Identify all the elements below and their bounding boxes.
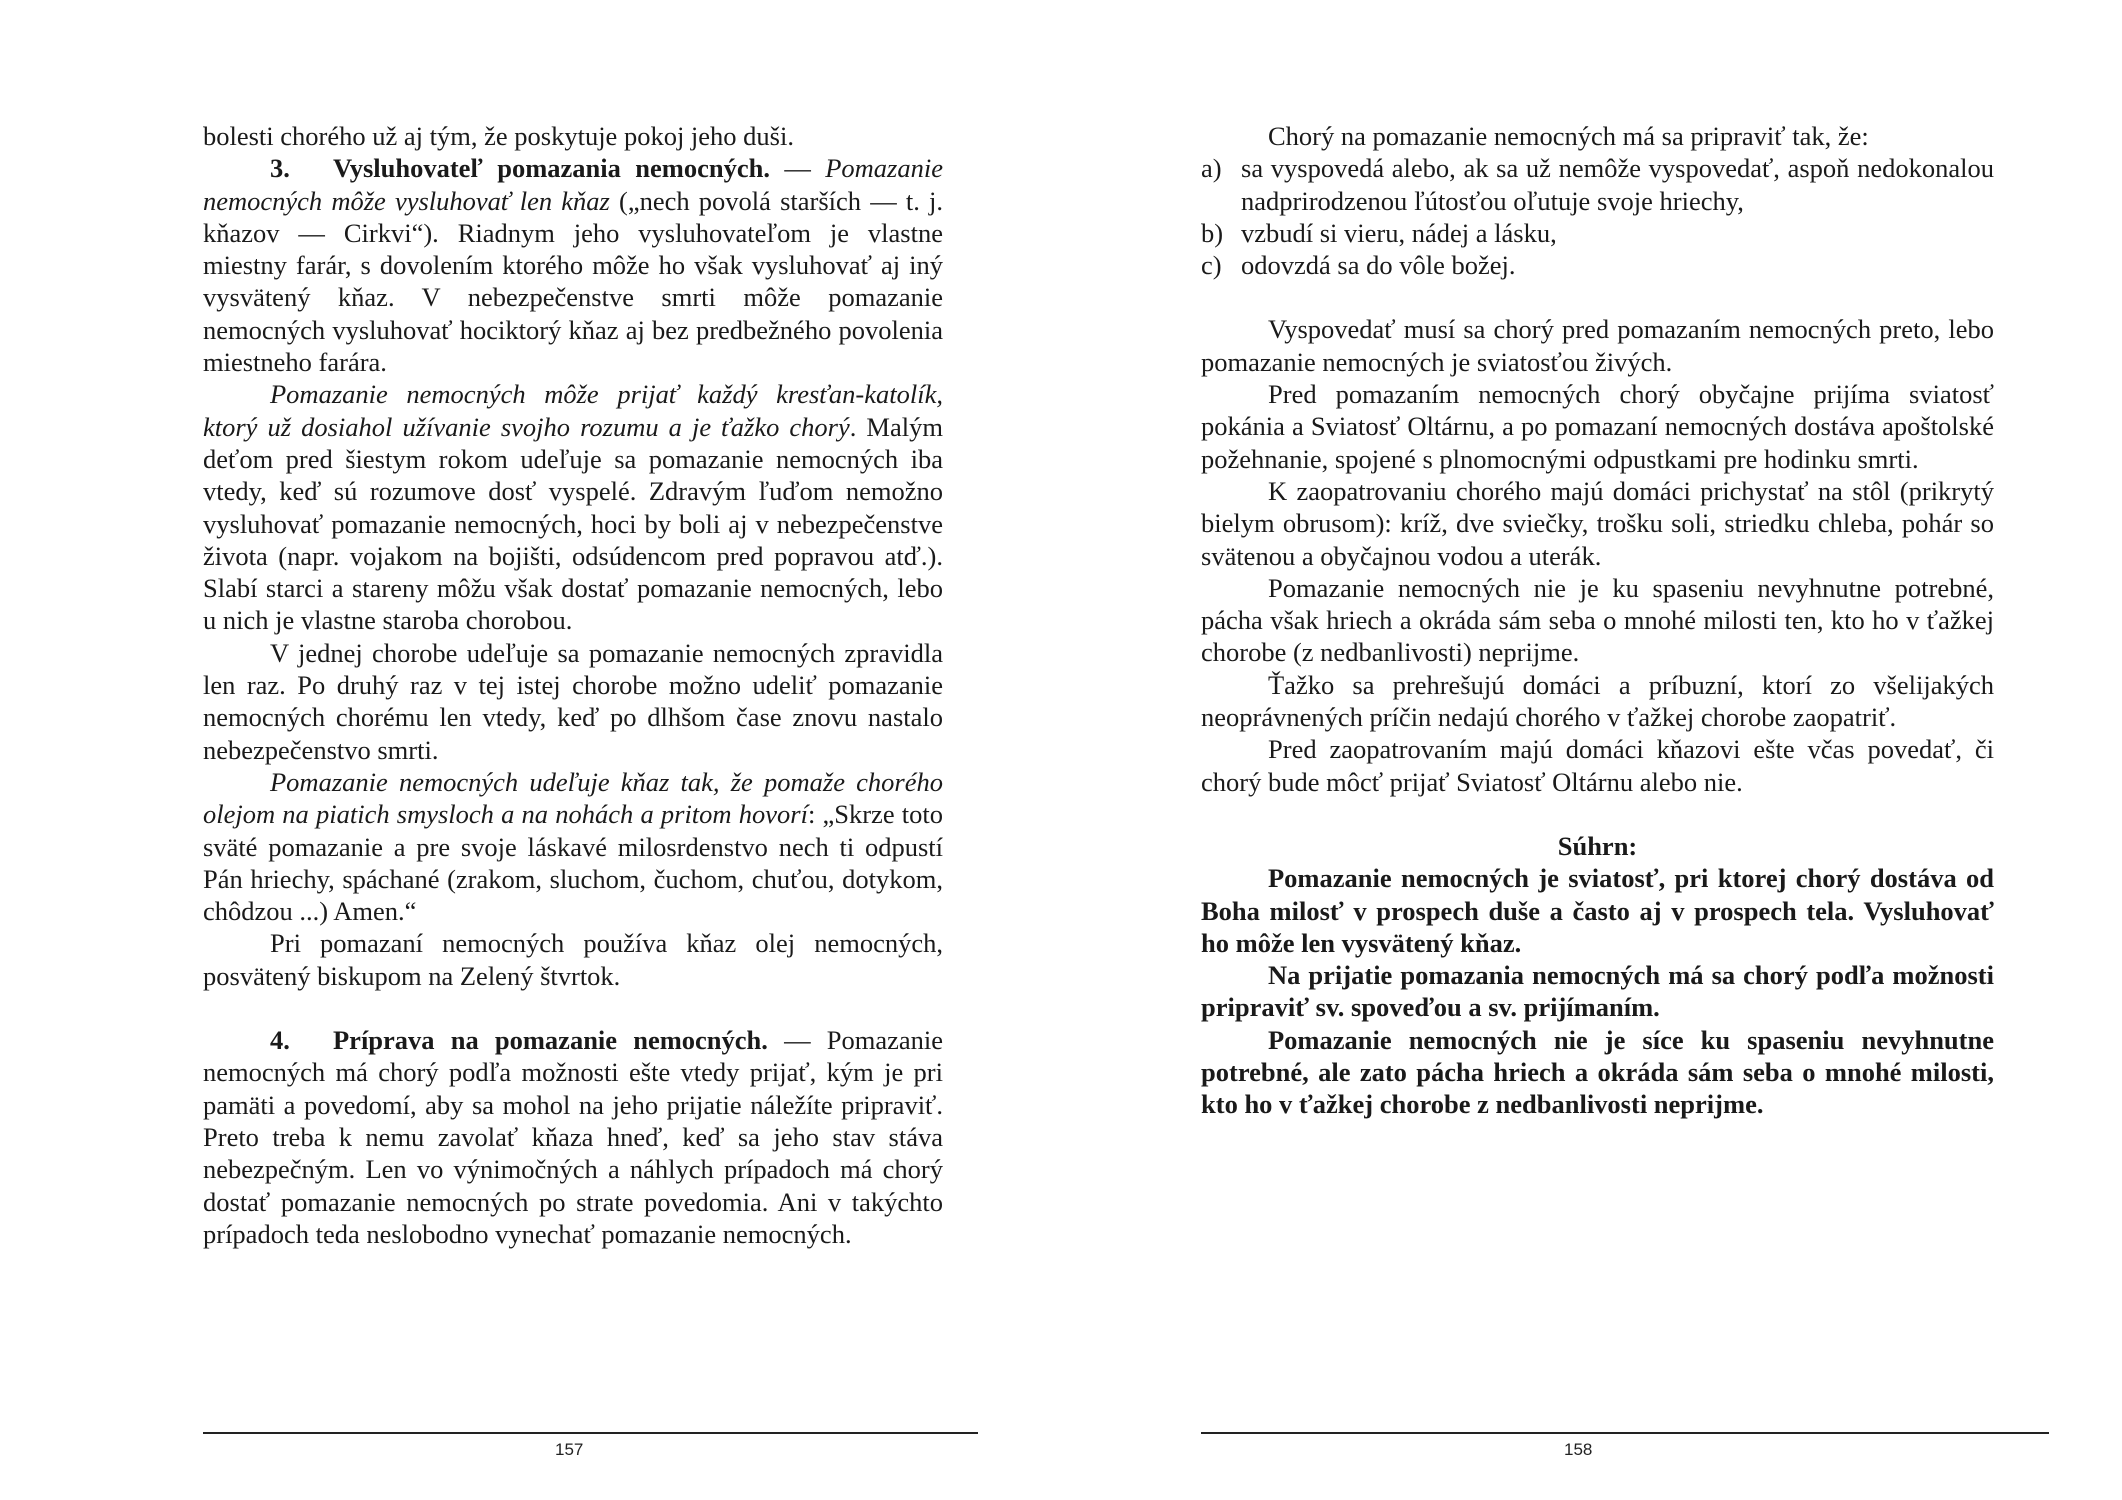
- paragraph-necessity: Pomazanie nemocných nie je ku spaseniu nevyhnutne potrebné, pácha však hriech a okráda sám seba o mnohé milosti ten, kto ho v ťažkej chorobe (z nedbanlivosti) neprijme.: [1201, 572, 1994, 668]
- section-4-title: Príprava na pomazanie nemocných.: [333, 1025, 768, 1056]
- paragraph-relatives: Ťažko sa prehrešujú domáci a príbuzní, ktorí zo všelijakých neoprávnených príčin nedajú chorého v ťažkej chorobe zaopatriť.: [1201, 669, 1994, 733]
- paragraph-recipient-text: . Malým deťom pred šiestym rokom udeľuje sa pomazanie nemocných iba vtedy, keď sú rozumove dosť vyspelé. Zdravým ľuďom nemožno vysluhovať pomazanie nemocných, hoci by boli aj v nebezpečenstve života (napr. vojakom na bojišti, odsúdencom pred popravou atď.). Slabí starci a stareny môžu však dostať pomazanie nemocných, lebo u nich je vlastne staroba chorobou.: [203, 411, 943, 636]
- paragraph-gap: [1201, 798, 1994, 830]
- section-3-italic: Pomazanie nemocných môže vysluhovať len kňaz: [203, 153, 943, 216]
- preparation-list: [1201, 152, 1994, 281]
- section-3-dash: —: [769, 153, 826, 184]
- paragraph-gap: [1201, 281, 1994, 313]
- section-4-paragraph: [203, 1024, 943, 1250]
- paragraph-intro: bolesti chorého už aj tým, že poskytuje pokoj jeho duši.: [203, 121, 794, 151]
- summary-item: Pomazanie nemocných nie je síce ku spaseniu nevyhnutne potrebné, ale zato pácha hriech a okráda sám seba o mnohé milosti, kto ho v ťažkej chorobe z nedbanlivosti neprijme.: [1201, 1024, 1994, 1120]
- paragraph-gap: [203, 992, 943, 1024]
- section-3-title: Vysluhovateľ pomazania nemocných.: [333, 153, 770, 184]
- summary-item: Na prijatie pomazania nemocných má sa chorý podľa možnosti pripraviť sv. spoveďou a sv. prijímaním.: [1201, 960, 1994, 1023]
- list-item-text: odovzdá sa do vôle božej.: [1241, 250, 1516, 281]
- section-3-text: („nech povolá starších — t. j. kňazov — Cirkvi“). Riadnym jeho vysluhovateľom je vlastne miestny farár, s dovolením ktorého môže ho však vysluhovať aj iný vysvätený kňaz. V nebezpečenstve smrti môže pomazanie nemocných vysluhovať hociktorý kňaz aj bez predbežného povolenia miestneho farára.: [203, 185, 943, 378]
- summary-item: Pomazanie nemocných je sviatosť, pri ktorej chorý dostáva od Boha milosť v prospech duše a často aj v prospech tela. Vysluhovať ho môže len vysvätený kňaz.: [1201, 863, 1994, 958]
- section-3-number: 3.: [270, 153, 290, 184]
- footer-rule: [1201, 1432, 2049, 1434]
- paragraph-rite-text: : „Skrze toto sväté pomazanie a pre svoje láskavé milosrdenstvo nech ti odpustí Pán hriechy, spáchané (zrakom, sluchom, čuchom, chuťou, dotykom, chôdzou ...) Amen.“: [203, 799, 943, 927]
- section-3-paragraph: [203, 152, 943, 378]
- paragraph-recipient: [203, 378, 943, 636]
- list-item-text: sa vyspovedá alebo, ak sa už nemôže vyspovedať, aspoň nedokonalou nadprirodzenou ľútosťou oľutuje svoje hriechy,: [1241, 153, 1994, 216]
- right-page: [1061, 0, 2122, 1500]
- list-item: [1201, 249, 1994, 281]
- paragraph-notice: Pred zaopatrovaním majú domáci kňazovi ešte včas povedať, či chorý bude môcť prijať Sviatosť Oltárnu alebo nie.: [1201, 734, 1994, 797]
- right-page-text: [1201, 120, 1994, 1121]
- list-item: [1201, 217, 1994, 249]
- section-4-number: 4.: [270, 1025, 290, 1056]
- summary-heading: Súhrn:: [1557, 830, 1638, 861]
- left-page-text: [203, 120, 943, 1250]
- list-marker: c): [1201, 250, 1222, 281]
- paragraph-preparation-intro: Chorý na pomazanie nemocných má sa pripraviť tak, že:: [1268, 121, 1869, 151]
- paragraph-recipient-italic: Pomazanie nemocných môže prijať každý kresťan-katolík, ktorý už dosiahol užívanie svojho rozumu a je ťažko chorý: [203, 379, 943, 442]
- paragraph-confession: Vyspovedať musí sa chorý pred pomazaním nemocných preto, lebo pomazanie nemocných je sviatosťou živých.: [1201, 314, 1994, 377]
- list-marker: a): [1201, 153, 1222, 184]
- section-4-text: — Pomazanie nemocných má chorý podľa možnosti ešte vtedy prijať, kým je pri pamäti a povedomí, aby sa mohol na jeho prijatie náležíte pripraviť. Preto treba k nemu zavolať kňaza hneď, keď sa jeho stav stáva nebezpečným. Len vo výnimočných a náhlych prípadoch má chorý dostať pomazanie nemocných po strate povedomia. Ani v takýchto prípadoch teda neslobodno vynechať pomazanie nemocných.: [203, 1025, 944, 1249]
- paragraph-sacraments: Pred pomazaním nemocných chorý obyčajne prijíma sviatosť pokánia a Sviatosť Oltárnu, a po pomazaní nemocných dostáva apoštolské požehnanie, spojené s plnomocnými odpustkami pre hodinku smrti.: [1201, 379, 1994, 474]
- paragraph-oil: Pri pomazaní nemocných používa kňaz olej nemocných, posvätený biskupom na Zelený štvrtok.: [203, 928, 943, 991]
- page-number: 157: [555, 1440, 584, 1459]
- paragraph-table: K zaopatrovaniu chorého majú domáci prichystať na stôl (prikrytý bielym obrusom): kríž, dve sviečky, trošku soli, striedku chleba, pohár so svätenou a obyčajnou vodou a uterák.: [1201, 475, 1994, 571]
- list-item: [1201, 152, 1994, 217]
- footer-rule: [203, 1432, 978, 1434]
- paragraph-repetition: V jednej chorobe udeľuje sa pomazanie nemocných zpravidla len raz. Po druhý raz v tej istej chorobe možno udeliť pomazanie nemocných chorému len vtedy, keď po dlhšom čase znovu nastalo nebezpečenstvo smrti.: [203, 637, 943, 765]
- paragraph-rite-italic: Pomazanie nemocných udeľuje kňaz tak, že pomaže chorého olejom na piatich smysloch a na nohách a pritom hovorí: [203, 766, 943, 830]
- list-marker: b): [1201, 217, 1224, 248]
- page-number: 158: [1564, 1440, 1593, 1459]
- list-item-text: vzbudí si vieru, nádej a lásku,: [1241, 217, 1557, 248]
- paragraph-rite: [203, 766, 943, 927]
